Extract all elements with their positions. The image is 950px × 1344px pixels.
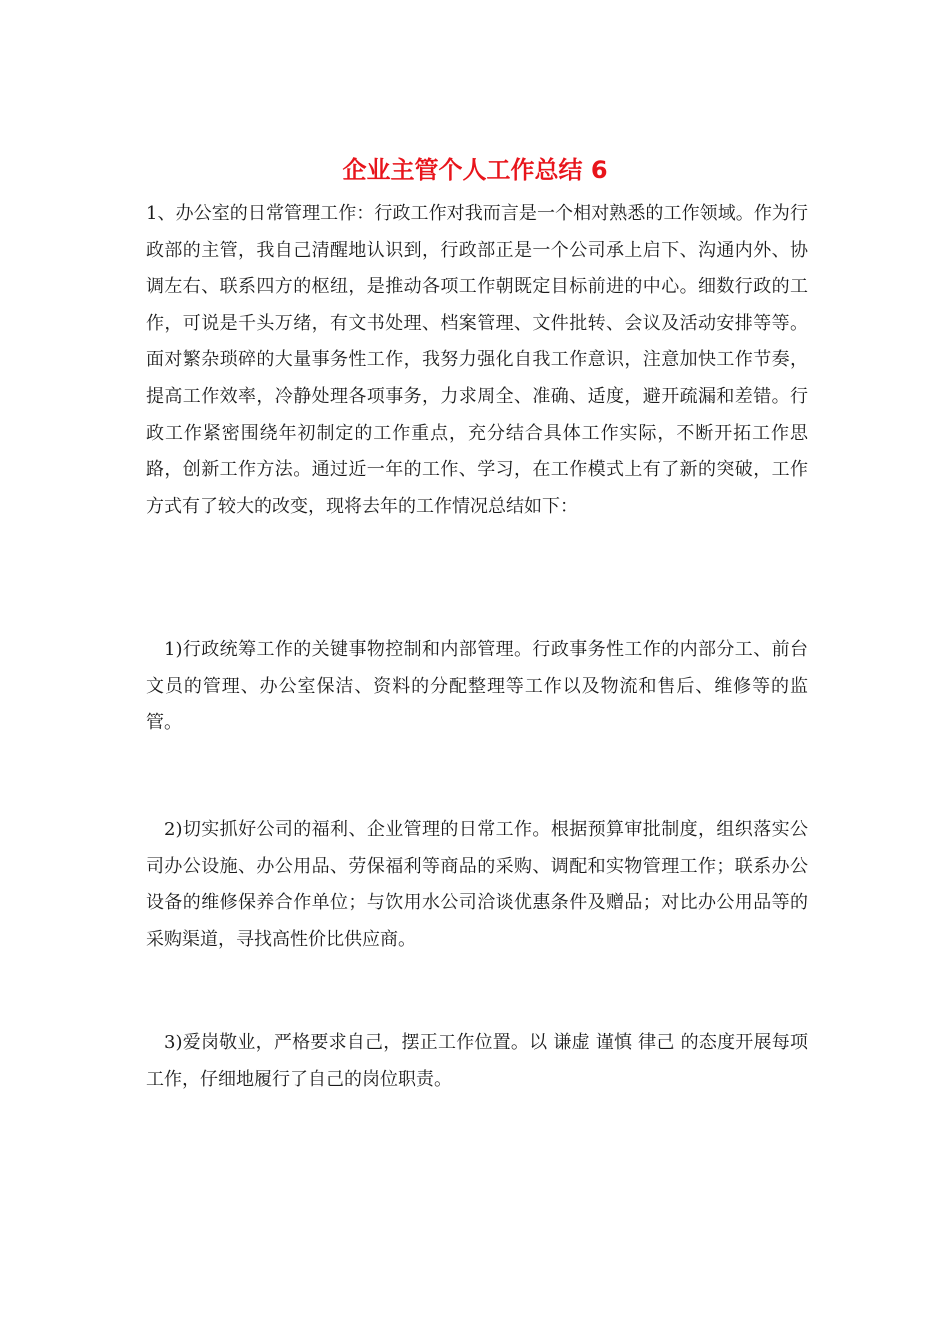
list-item-1: 1)行政统筹工作的关键事物控制和内部管理。行政事务性工作的内部分工、前台文员的管理、办公室保洁、资料的分配整理等工作以及物流和售后、维修等的监管。 bbox=[146, 639, 808, 734]
intro-paragraph: 1、办公室的日常管理工作：行政工作对我而言是一个相对熟悉的工作领域。作为行政部的主管，我自己清醒地认识到，行政部正是一个公司承上启下、沟通内外、协调左右、联系四方的枢纽，是推动各项工作朝既定目标前进的中心。细数行政的工作，可说是千头万绪，有文书处理、档案管理、文件批转、会议及活动安排等等。面对繁杂琐碎的大量事务性工作，我努力强化自我工作意识，注意加快工作节奏，提高工作效率，冷静处理各项事务，力求周全、准确、适度，避开疏漏和差错。行政工作紧密围绕年初制定的工作重点，充分结合具体工作实际，不断开拓工作思路，创新工作方法。通过近一年的工作、学习，在工作模式上有了新的突破，工作方式有了较大的改变，现将去年的工作情况总结如下： bbox=[146, 203, 808, 517]
list-item-3: 3)爱岗敬业，严格要求自己，摆正工作位置。以 谦虚 谨慎 律己 的态度开展每项工作，仔细地履行了自己的岗位职责。 bbox=[146, 1032, 808, 1090]
list-item-2: 2)切实抓好公司的福利、企业管理的日常工作。根据预算审批制度，组织落实公司办公设施、办公用品、劳保福利等商品的采购、调配和实物管理工作；联系办公设备的维修保养合作单位；与饮用水公司洽谈优惠条件及赠品；对比办公用品等的采购渠道，寻找高性价比供应商。 bbox=[146, 819, 808, 950]
document-title: 企业主管个人工作总结 6 bbox=[342, 156, 608, 184]
